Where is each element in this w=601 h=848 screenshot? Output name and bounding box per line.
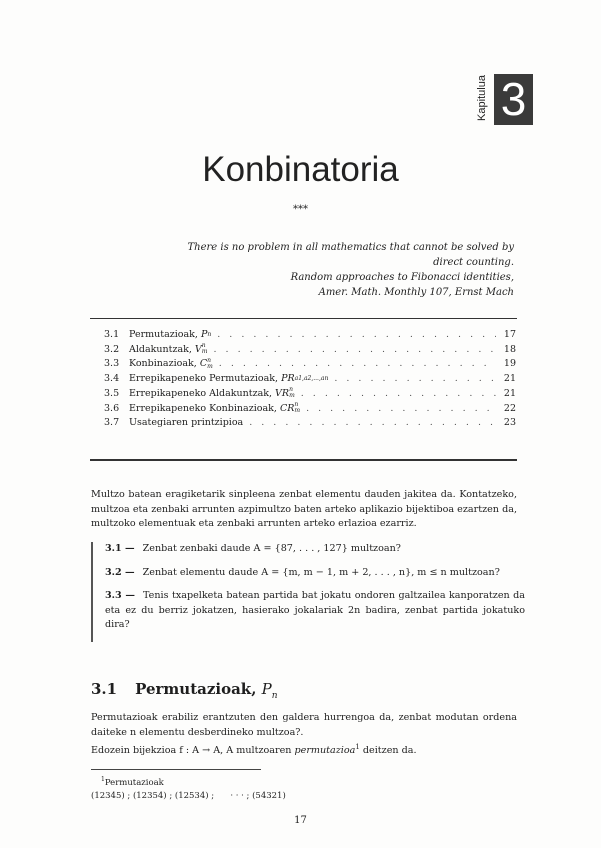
toc-math: VR [275, 387, 290, 399]
exercise [105, 542, 525, 557]
toc-math-sup: n [207, 356, 211, 364]
toc-math: CR [279, 402, 295, 414]
body-text-a: Edozein bijekzioa f : A → A, A multzoaren [91, 745, 295, 757]
toc-math: V [194, 343, 202, 355]
chapter-label: Kapitulua [476, 75, 488, 121]
toc-number: 3.1 [104, 329, 120, 340]
toc-label-text: Usategiaren printzipioa [129, 417, 244, 429]
footnote-title: Permutazioak [104, 777, 164, 788]
page-number: 17 [294, 815, 307, 826]
toc-label [129, 402, 300, 417]
toc-bottom-rule [90, 459, 517, 461]
epigraph-line: direct counting. [433, 257, 514, 268]
toc-top-rule [90, 318, 517, 319]
table-of-contents [104, 328, 516, 431]
toc-page: 19 [503, 358, 516, 370]
toc-label [129, 343, 208, 358]
epigraph-line: There is no problem in all mathematics that cannot be solved by [187, 242, 514, 253]
exercise-number: 3.3 — [105, 590, 136, 601]
toc-entry [104, 343, 516, 358]
toc-label-text: Errepikapeneko Permutazioak, [129, 373, 282, 385]
emphasis-term: permutazioa [294, 745, 356, 757]
toc-math: C [199, 358, 208, 370]
footnote-mark: 1 [101, 776, 105, 783]
toc-math: P [200, 329, 208, 340]
toc-page: 21 [503, 387, 516, 399]
toc-leader-dots [301, 387, 496, 402]
toc-entry [104, 357, 516, 372]
toc-math: PR [281, 373, 295, 385]
section-title: Permutazioak, [135, 680, 262, 698]
chapter-title: Konbinatoria [202, 150, 399, 189]
toc-page: 22 [503, 402, 516, 414]
exercise-text: Zenbat zenbaki daude A = {87, . . . , 127} multzoan? [142, 543, 401, 554]
toc-leader-dots [214, 343, 497, 358]
section-math-sub: n [271, 691, 278, 701]
toc-label-text: Aldakuntzak, [129, 343, 195, 355]
toc-entry [104, 372, 516, 387]
intro-paragraph: Multzo batean eragiketarik sinpleena zenbat elementu dauden jakitea da. Kontatzeko, multzoa eta zenbaki arrunten azpimultzo baten arteko aplikazio bijektiboa ezartzen da, multzoko elementuak eta zenbaki arrunten arteko erlazioa ezarriz. [91, 489, 517, 529]
exercise-text: Tenis txapelketa batean partida bat jokatu ondoren galtzailea kanporatzen da eta ez du berriz jokatzen, hasierako jokalariak 2n badira, zenbat partida jokatuko dira? [105, 590, 526, 630]
toc-number: 3.6 [104, 402, 120, 414]
body-text-2 [91, 740, 517, 759]
toc-number: 3.7 [104, 417, 120, 429]
toc-math-sub: m [207, 362, 213, 370]
toc-leader-dots [334, 372, 496, 387]
toc-page: 18 [503, 343, 516, 355]
toc-page: 21 [503, 373, 516, 385]
toc-entry [104, 402, 516, 417]
section-number: 3.1 [91, 680, 118, 698]
toc-label [129, 357, 213, 372]
toc-leader-dots [219, 357, 496, 372]
body-text: Permutazioak erabiliz erantzuten den galdera hurrengoa da, zenbat modutan ordena daiteke n elementu desberdineko multzoa?. [91, 712, 517, 738]
toc-label-text: Konbinazioak, [129, 358, 200, 370]
toc-math-sub: m [289, 392, 295, 400]
toc-label-text: Errepikapeneko Aldakuntzak, [129, 387, 276, 399]
toc-label [129, 372, 328, 387]
section-math: P [261, 680, 272, 698]
footnote-text: (12345) ; (12354) ; (12534) ; · · · ; (54321) [91, 790, 286, 801]
toc-math-sub: n [207, 330, 212, 338]
toc-label [129, 387, 295, 402]
exercise-number: 3.2 — [105, 566, 135, 578]
chapter-number: 3 [494, 74, 533, 125]
epigraph [94, 240, 514, 300]
toc-entry [104, 416, 516, 431]
toc-number: 3.4 [104, 373, 120, 385]
toc-math-sub: m [294, 407, 301, 415]
toc-number: 3.2 [104, 343, 120, 355]
toc-math-sup: n [201, 342, 206, 350]
footnote [91, 773, 286, 803]
footnote-rule [91, 769, 261, 770]
toc-math-sub: m [201, 348, 208, 356]
exercise-box [91, 542, 525, 642]
exercise [105, 589, 525, 633]
toc-entry [104, 328, 516, 343]
toc-math-sub: a1,a2,...,an [294, 374, 329, 382]
toc-page: 23 [503, 417, 516, 429]
toc-label [129, 416, 243, 431]
body-text-b: deitzen da. [359, 745, 417, 757]
exercise [105, 566, 525, 581]
body-paragraph [91, 711, 517, 759]
footnote-ref: 1 [355, 743, 360, 751]
toc-number: 3.3 [104, 358, 120, 370]
exercise-number: 3.1 — [105, 543, 135, 554]
toc-leader-dots [249, 416, 496, 431]
separator: *** [293, 204, 308, 215]
toc-label [129, 328, 211, 343]
toc-entry [104, 387, 516, 402]
toc-number: 3.5 [104, 387, 120, 399]
toc-label-text: Permutazioak, [129, 329, 201, 340]
toc-page: 17 [503, 329, 516, 340]
epigraph-line: Random approaches to Fibonacci identities, [290, 272, 514, 283]
toc-label-text: Errepikapeneko Konbinazioak, [129, 402, 280, 414]
exercise-text: Zenbat elementu daude A = {m, m − 1, m + 2, . . . , n}, m ≤ n multzoan? [142, 566, 500, 578]
toc-leader-dots [217, 328, 496, 343]
toc-leader-dots [306, 402, 496, 417]
toc-math-sup: n [294, 401, 299, 409]
epigraph-line: Amer. Math. Monthly 107, Ernst Mach [318, 287, 514, 298]
section-heading [91, 680, 278, 701]
toc-math-sup: n [289, 386, 293, 394]
